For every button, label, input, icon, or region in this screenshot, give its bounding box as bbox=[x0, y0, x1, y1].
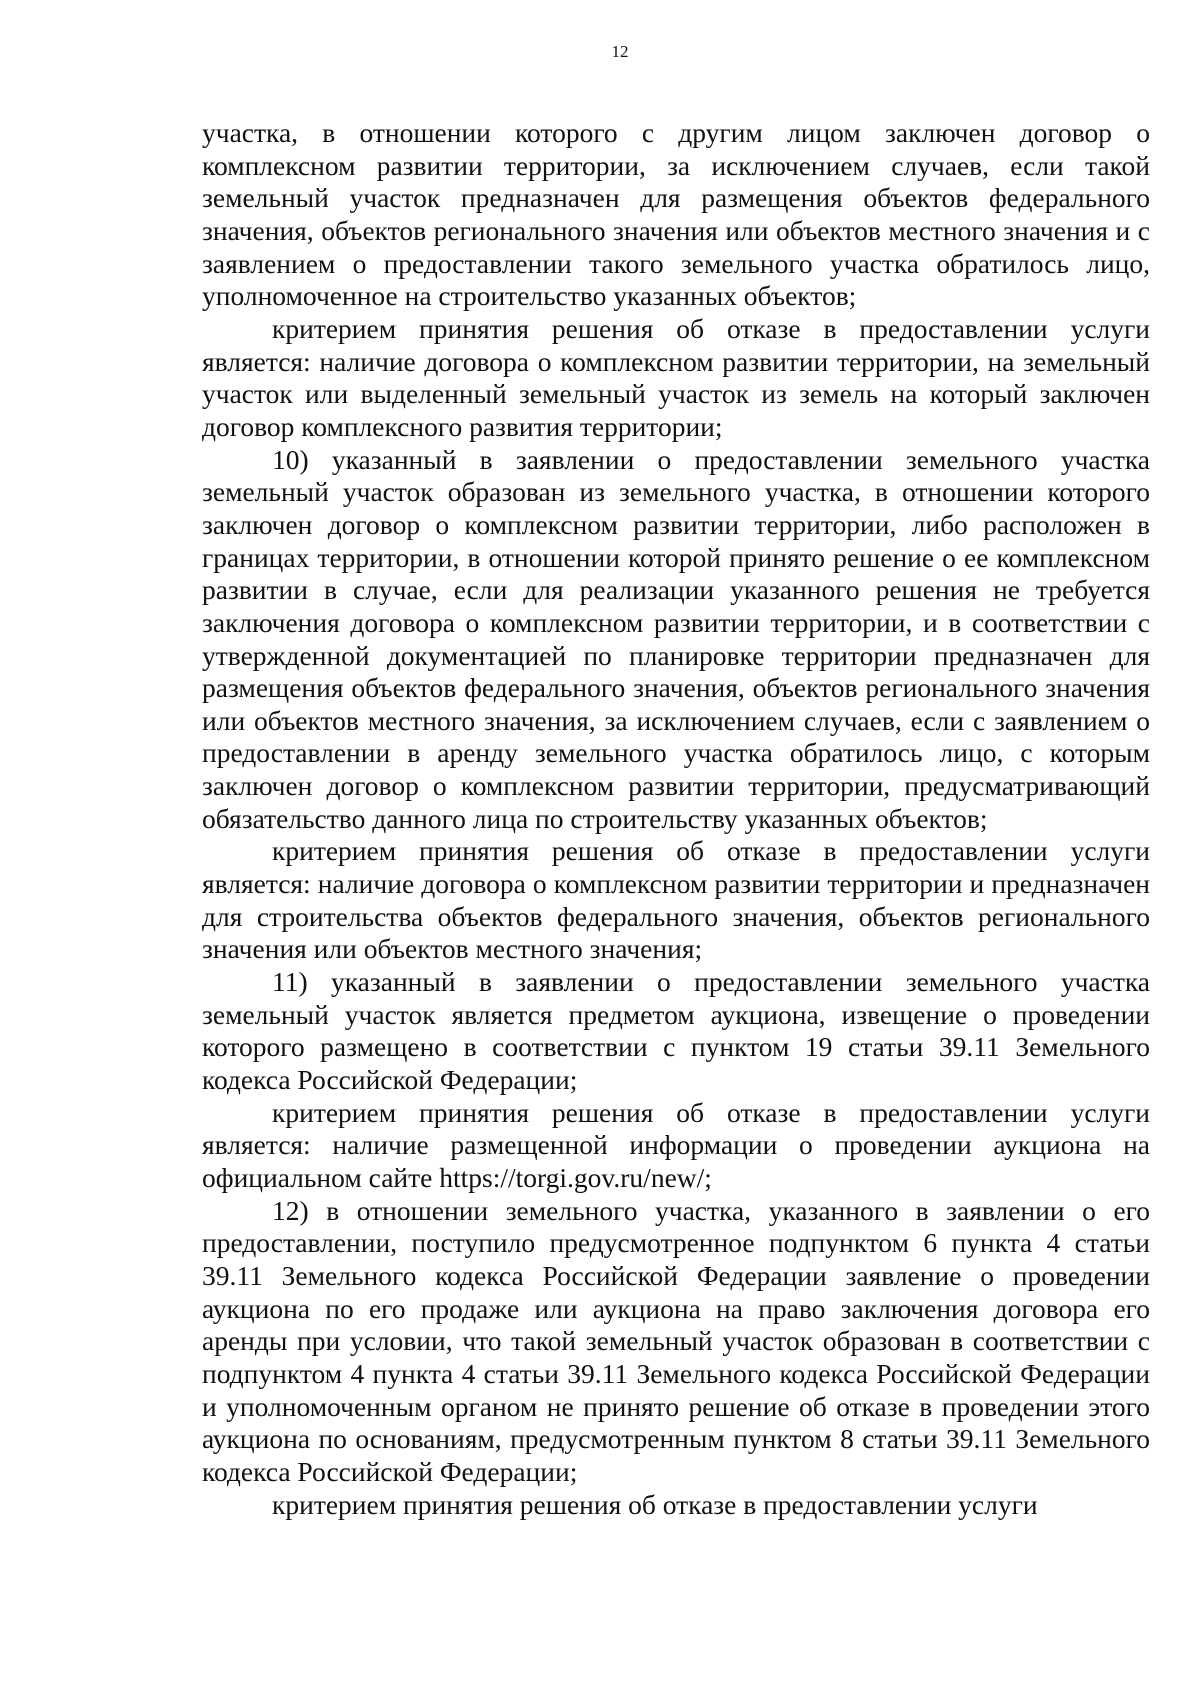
document-body bbox=[202, 117, 1150, 1521]
paragraph-continuation: участка, в отношении которого с другим лицом заключен договор о комплексном развитии территории, за исключением случаев, если такой земельный участок предназначен для размещения объектов федерального значения, объектов регионального значения или объектов местного значения и с заявлением о предоставлении такого земельного участка обратилось лицо, уполномоченное на строительство указанных объектов; bbox=[202, 117, 1150, 312]
paragraph-criterion-11: критерием принятия решения об отказе в предоставлении услуги является: наличие размещенной информации о проведении аукциона на официальном сайте https://torgi.gov.ru/new/; bbox=[202, 1096, 1150, 1193]
paragraph-item-12: 12) в отношении земельного участка, указанного в заявлении о его предоставлении, поступило предусмотренное подпунктом 6 пункта 4 статьи 39.11 Земельного кодекса Российской Федерации заявление о проведении аукциона по его продаже или аукциона на право заключения договора его аренды при условии, что такой земельный участок образован в соответствии с подпунктом 4 пункта 4 статьи 39.11 Земельного кодекса Российской Федерации и уполномоченным органом не принято решение об отказе в проведении этого аукциона по основаниям, предусмотренным пунктом 8 статьи 39.11 Земельного кодекса Российской Федерации; bbox=[202, 1194, 1150, 1487]
paragraph-criterion-9: критерием принятия решения об отказе в предоставлении услуги является: наличие договора о комплексном развитии территории, на земельный участок или выделенный земельный участок из земель на который заключен договор комплексного развития территории; bbox=[202, 312, 1150, 442]
paragraph-criterion-12: критерием принятия решения об отказе в предоставлении услуги bbox=[272, 1488, 1038, 1520]
paragraph-item-10: 10) указанный в заявлении о предоставлении земельного участка земельный участок образован из земельного участка, в отношении которого заключен договор о комплексном развитии территории, либо расположен в границах территории, в отношении которой принято решение о ее комплексном развитии в случае, если для реализации указанного решения не требуется заключения договора о комплексном развитии территории, и в соответствии с утвержденной документацией по планировке территории предназначен для размещения объектов федерального значения, объектов регионального значения или объектов местного значения, за исключением случаев, если с заявлением о предоставлении в аренду земельного участка обратилось лицо, с которым заключен договор о комплексном развитии территории, предусматривающий обязательство данного лица по строительству указанных объектов; bbox=[202, 443, 1150, 834]
paragraph-criterion-10: критерием принятия решения об отказе в предоставлении услуги является: наличие договора о комплексном развитии территории и предназначен для строительства объектов федерального значения, объектов регионального значения или объектов местного значения; bbox=[202, 835, 1150, 965]
page-number: 12 bbox=[611, 42, 629, 61]
paragraph-item-11: 11) указанный в заявлении о предоставлении земельного участка земельный участок является предметом аукциона, извещение о проведении которого размещено в соответствии с пунктом 19 статьи 39.11 Земельного кодекса Российской Федерации; bbox=[202, 966, 1150, 1096]
